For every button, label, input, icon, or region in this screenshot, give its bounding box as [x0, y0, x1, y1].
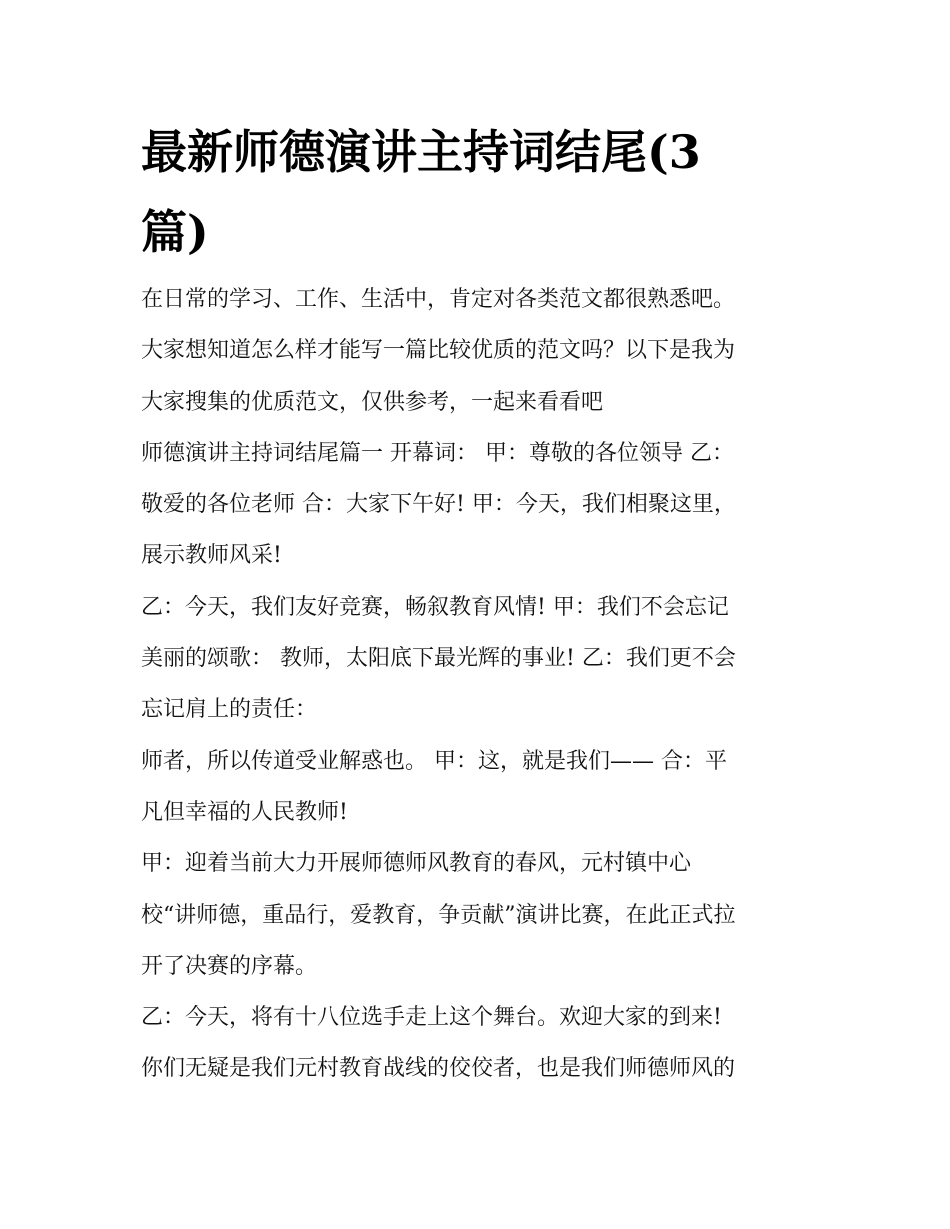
body-line: 乙：今天，我们友好竞赛，畅叙教育风情! 甲：我们不会忘记 — [141, 594, 729, 620]
body-line: 你们无疑是我们元村教育战线的佼佼者，也是我们师德师风的 — [141, 1056, 736, 1082]
document-title — [141, 112, 781, 272]
body-line: 大家搜集的优质范文，仅供参考，一起来看看吧 — [141, 389, 604, 415]
title-line-2: 篇) — [141, 205, 209, 259]
body-line: 师者，所以传道受业解惑也。 甲：这，就是我们—— 合：平 — [141, 748, 727, 774]
body-line: 美丽的颂歌： 教师，太阳底下最光辉的事业! 乙：我们更不会 — [141, 646, 736, 672]
document-body — [141, 274, 813, 1095]
body-line: 开了决赛的序幕。 — [141, 953, 318, 979]
body-line: 展示教师风采! — [141, 543, 282, 569]
title-line-1: 最新师德演讲主持词结尾(3 — [141, 125, 701, 179]
body-line: 忘记肩上的责任： — [141, 697, 318, 723]
body-line: 在日常的学习、工作、生活中，肯定对各类范文都很熟悉吧。 — [141, 287, 736, 312]
body-line: 凡但幸福的人民教师! — [141, 799, 348, 825]
body-line: 大家想知道怎么样才能写一篇比较优质的范文吗？以下是我为 — [141, 338, 736, 364]
body-line: 校“讲师德，重品行，爱教育，争贡献”演讲比赛，在此正式拉 — [141, 902, 736, 928]
body-line: 敬爱的各位老师 合：大家下午好! 甲：今天，我们相聚这里， — [141, 492, 736, 518]
body-line: 甲：迎着当前大力开展师德师风教育的春风，元村镇中心 — [141, 851, 692, 877]
body-line: 乙：今天，将有十八位选手走上这个舞台。欢迎大家的到来! — [141, 1005, 722, 1031]
body-line: 师德演讲主持词结尾篇一 开幕词： 甲：尊敬的各位领导 乙： — [141, 440, 734, 466]
